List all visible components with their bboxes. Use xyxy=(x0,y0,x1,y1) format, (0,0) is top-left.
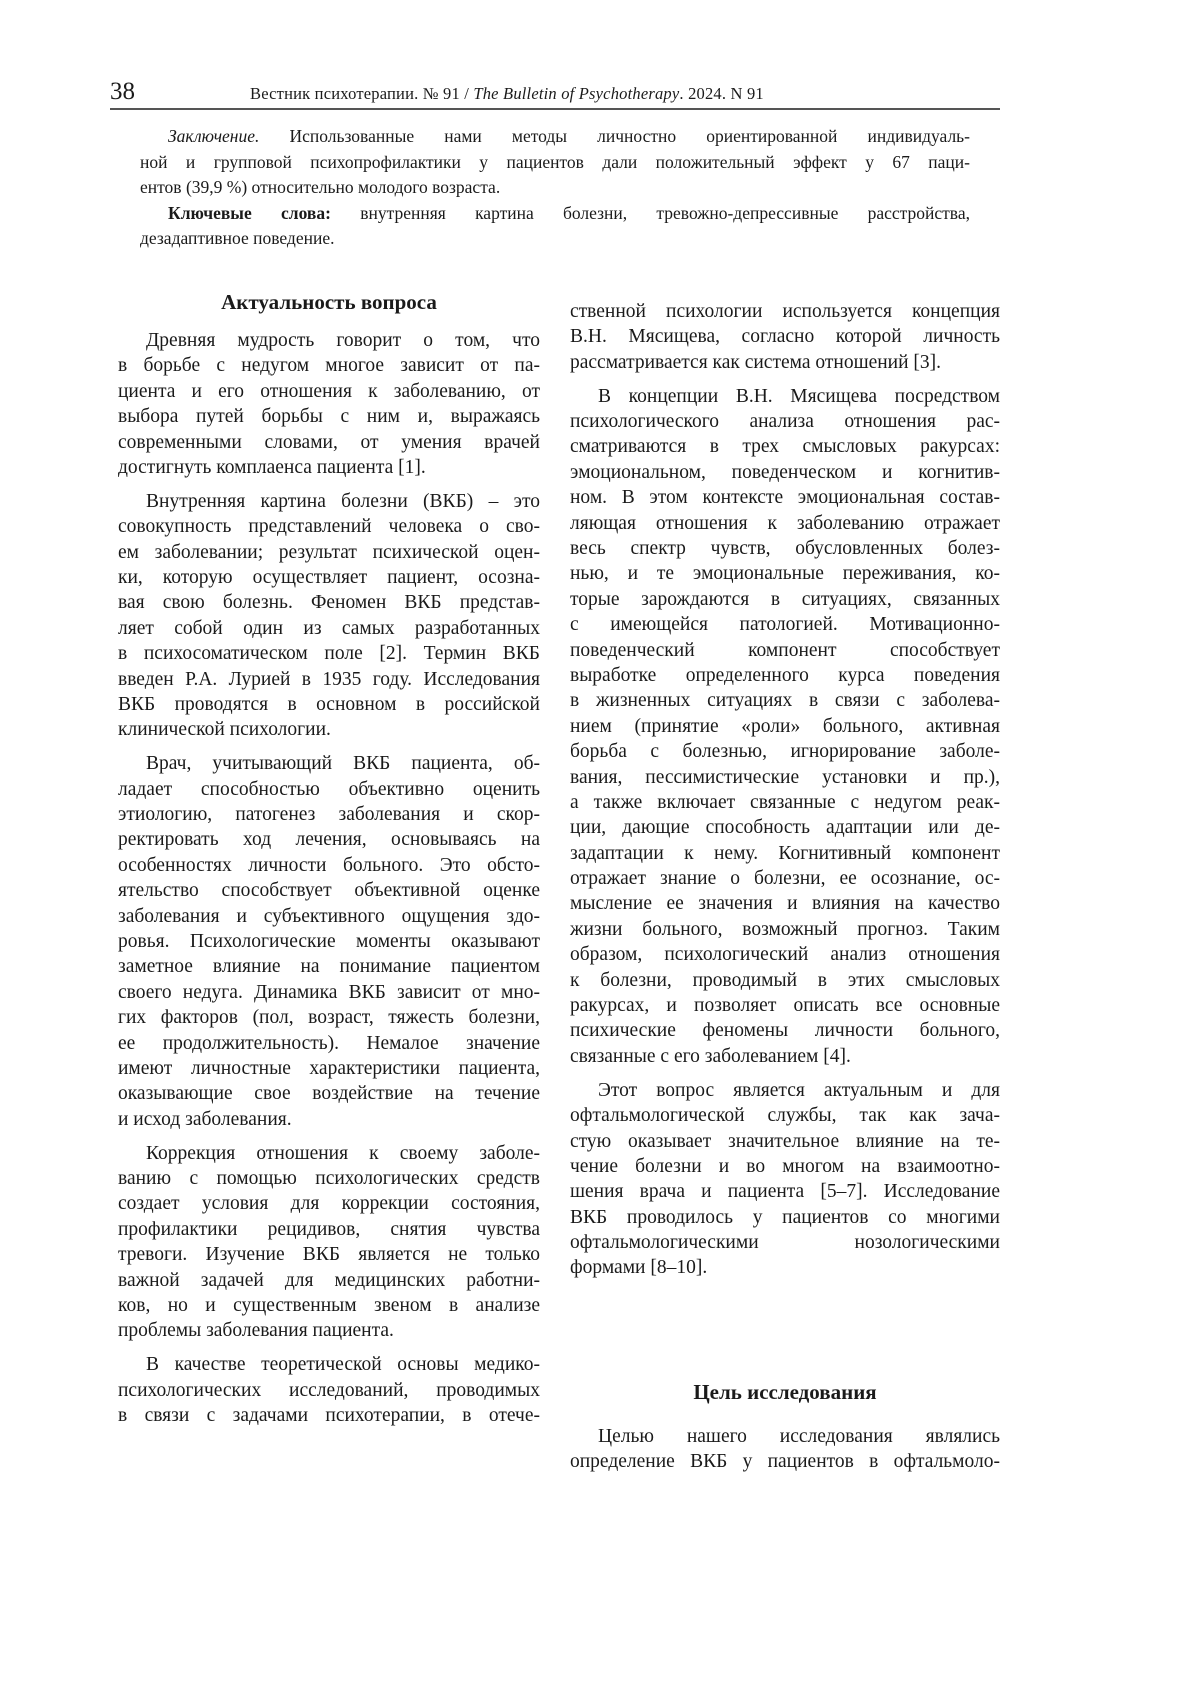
abstract xyxy=(140,124,970,252)
text-line: своего недуга. Динамика ВКБ зависит от мно- xyxy=(118,980,540,1005)
text-line: В качестве теоретической основы медико- xyxy=(118,1352,540,1377)
paragraph xyxy=(118,751,540,1132)
text-line: и исход заболевания. xyxy=(118,1107,540,1132)
paragraph xyxy=(570,1424,1000,1475)
text-line: ков, но и существенным звеном в анализе xyxy=(118,1293,540,1318)
text-line: задаптации к нему. Когнитивный компонент xyxy=(570,841,1000,866)
text-line: клинической психологии. xyxy=(118,717,540,742)
issue: . 2024. N 91 xyxy=(679,84,763,103)
text-line: отражает знание о болезни, ее осознание, ос- xyxy=(570,866,1000,891)
text-line: вания, пессимистические установки и пр.), xyxy=(570,765,1000,790)
section-heading-relevance: Актуальность вопроса xyxy=(118,290,540,315)
text-line: весь спектр чувств, обусловленных болез- xyxy=(570,536,1000,561)
text-line: шения врача и пациента [5–7]. Исследование xyxy=(570,1179,1000,1204)
text-line: ляет собой один из самых разработанных xyxy=(118,616,540,641)
text-line: ляющая отношения к заболеванию отражает xyxy=(570,511,1000,536)
text-line: ванию с помощью психологических средств xyxy=(118,1166,540,1191)
text-line: ровья. Психологические моменты оказывают xyxy=(118,929,540,954)
text-line: совокупность представлений человека о сво- xyxy=(118,514,540,539)
text-line: нием (принятие «роли» больного, активная xyxy=(570,714,1000,739)
text-line: ее продолжительность). Немалое значение xyxy=(118,1031,540,1056)
text-line: тревоги. Изучение ВКБ является не только xyxy=(118,1242,540,1267)
running-header xyxy=(250,84,950,104)
text-line: Этот вопрос является актуальным и для xyxy=(570,1078,1000,1103)
right-column-aim xyxy=(570,1424,1000,1483)
text-line: нью, и те эмоциональные переживания, ко- xyxy=(570,561,1000,586)
text-line: рассматривается как система отношений [3]. xyxy=(570,350,1000,375)
text-line: формами [8–10]. xyxy=(570,1255,1000,1280)
text-line: ятельство способствует объективной оценке xyxy=(118,878,540,903)
text-line: в психосоматическом поле [2]. Термин ВКБ xyxy=(118,641,540,666)
text-line: важной задачей для медицинских работни- xyxy=(118,1268,540,1293)
text-line: введен Р.А. Лурией в 1935 году. Исследования xyxy=(118,667,540,692)
paragraph xyxy=(118,1141,540,1344)
text-line: психологического анализа отношения рас- xyxy=(570,409,1000,434)
conclusion-label: Заключение. xyxy=(168,126,259,146)
text-line: ректировать ход лечения, основываясь на xyxy=(118,827,540,852)
text-line: заметное влияние на понимание пациентом xyxy=(118,954,540,979)
text-line: заболевания и субъективного ощущения здо- xyxy=(118,904,540,929)
text-line: ВКБ проводятся в основном в российской xyxy=(118,692,540,717)
text-line: стую оказывает значительное влияние на те- xyxy=(570,1129,1000,1154)
header-rule xyxy=(110,108,1000,110)
keywords-line: дезадаптивное поведение. xyxy=(140,226,970,252)
text-line: мысление ее значения и влияния на качество xyxy=(570,891,1000,916)
text-line: ВКБ проводилось у пациентов со многими xyxy=(570,1205,1000,1230)
abstract-line: Использованные нами методы личностно ориентированной индивидуаль- xyxy=(259,126,970,146)
text-line: с имеющейся патологией. Мотивационно- xyxy=(570,612,1000,637)
text-line: особенностях личности больного. Это обсто- xyxy=(118,853,540,878)
text-line: Коррекция отношения к своему заболе- xyxy=(118,1141,540,1166)
text-line: гих факторов (пол, возраст, тяжесть болезни, xyxy=(118,1005,540,1030)
abstract-line: ентов (39,9 %) относительно молодого возраста. xyxy=(140,175,970,201)
section-heading-aim: Цель исследования xyxy=(570,1380,1000,1405)
text-line: образом, психологический анализ отношения xyxy=(570,942,1000,967)
text-line: психические феномены личности больного, xyxy=(570,1018,1000,1043)
journal-title-en: The Bulletin of Psychotherapy xyxy=(473,84,679,103)
text-line: Врач, учитывающий ВКБ пациента, об- xyxy=(118,751,540,776)
text-line: циента и его отношения к заболеванию, от xyxy=(118,379,540,404)
text-line: современными словами, от умения врачей xyxy=(118,430,540,455)
keywords-line: внутренняя картина болезни, тревожно-депрессивные расстройства, xyxy=(331,203,970,223)
text-line: достигнуть комплаенса пациента [1]. xyxy=(118,455,540,480)
text-line: офтальмологической службы, так как зача- xyxy=(570,1103,1000,1128)
text-line: проблемы заболевания пациента. xyxy=(118,1318,540,1343)
paragraph xyxy=(570,384,1000,1070)
text-line: ном. В этом контексте эмоциональная состав- xyxy=(570,485,1000,510)
right-column xyxy=(570,299,1000,1289)
text-line: чение болезни и во многом на взаимоотно- xyxy=(570,1154,1000,1179)
abstract-line: ной и групповой психопрофилактики у пациентов дали положительный эффект у 67 паци- xyxy=(140,150,970,176)
text-line: эмоциональном, поведенческом и когнитив- xyxy=(570,460,1000,485)
text-line: вая свою болезнь. Феномен ВКБ представ- xyxy=(118,590,540,615)
text-line: в жизненных ситуациях в связи с заболева- xyxy=(570,688,1000,713)
text-line: ственной психологии используется концепция xyxy=(570,299,1000,324)
text-line: ем заболевании; результат психической оцен- xyxy=(118,540,540,565)
paragraph xyxy=(118,1352,540,1428)
text-line: в связи с задачами психотерапии, в отече- xyxy=(118,1403,540,1428)
keywords-label: Ключевые слова: xyxy=(168,203,331,223)
text-line: к болезни, проводимый в этих смысловых xyxy=(570,968,1000,993)
text-line: В.Н. Мясищева, согласно которой личность xyxy=(570,324,1000,349)
text-line: связанные с его заболеванием [4]. xyxy=(570,1044,1000,1069)
text-line: поведенческий компонент способствует xyxy=(570,638,1000,663)
text-line: выработке определенного курса поведения xyxy=(570,663,1000,688)
paragraph xyxy=(570,299,1000,375)
text-line: торые зарождаются в ситуациях, связанных xyxy=(570,587,1000,612)
text-line: В концепции В.Н. Мясищева посредством xyxy=(570,384,1000,409)
text-line: выбора путей борьбы с ним и, выражаясь xyxy=(118,404,540,429)
journal-title-ru: Вестник психотерапии. № 91 xyxy=(250,84,460,103)
text-line: Древняя мудрость говорит о том, что xyxy=(118,328,540,353)
text-line: ракурсах, и позволяет описать все основные xyxy=(570,993,1000,1018)
text-line: создает условия для коррекции состояния, xyxy=(118,1191,540,1216)
paragraph xyxy=(118,328,540,480)
text-line: ции, дающие способность адаптации или де- xyxy=(570,815,1000,840)
text-line: психологических исследований, проводимых xyxy=(118,1378,540,1403)
text-line: борьба с болезнью, игнорирование заболе- xyxy=(570,739,1000,764)
left-column xyxy=(118,328,540,1437)
text-line: ки, которую осуществляет пациент, осозна- xyxy=(118,565,540,590)
text-line: этиологию, патогенез заболевания и скор- xyxy=(118,802,540,827)
text-line: имеют личностные характеристики пациента, xyxy=(118,1056,540,1081)
text-line: определение ВКБ у пациентов в офтальмоло- xyxy=(570,1449,1000,1474)
text-line: офтальмологическими нозологическими xyxy=(570,1230,1000,1255)
text-line: оказывающие свое воздействие на течение xyxy=(118,1081,540,1106)
paragraph xyxy=(118,489,540,743)
text-line: в борьбе с недугом многое зависит от па- xyxy=(118,353,540,378)
text-line: жизни больного, возможный прогноз. Таким xyxy=(570,917,1000,942)
separator: / xyxy=(460,84,473,103)
text-line: Внутренняя картина болезни (ВКБ) – это xyxy=(118,489,540,514)
paragraph xyxy=(570,1078,1000,1281)
text-line: профилактики рецидивов, снятия чувства xyxy=(118,1217,540,1242)
text-line: Целью нашего исследования являлись xyxy=(570,1424,1000,1449)
text-line: сматриваются в трех смысловых ракурсах: xyxy=(570,434,1000,459)
text-line: а также включает связанные с недугом реак- xyxy=(570,790,1000,815)
page-number: 38 xyxy=(110,78,135,106)
text-line: ладает способностью объективно оценить xyxy=(118,777,540,802)
